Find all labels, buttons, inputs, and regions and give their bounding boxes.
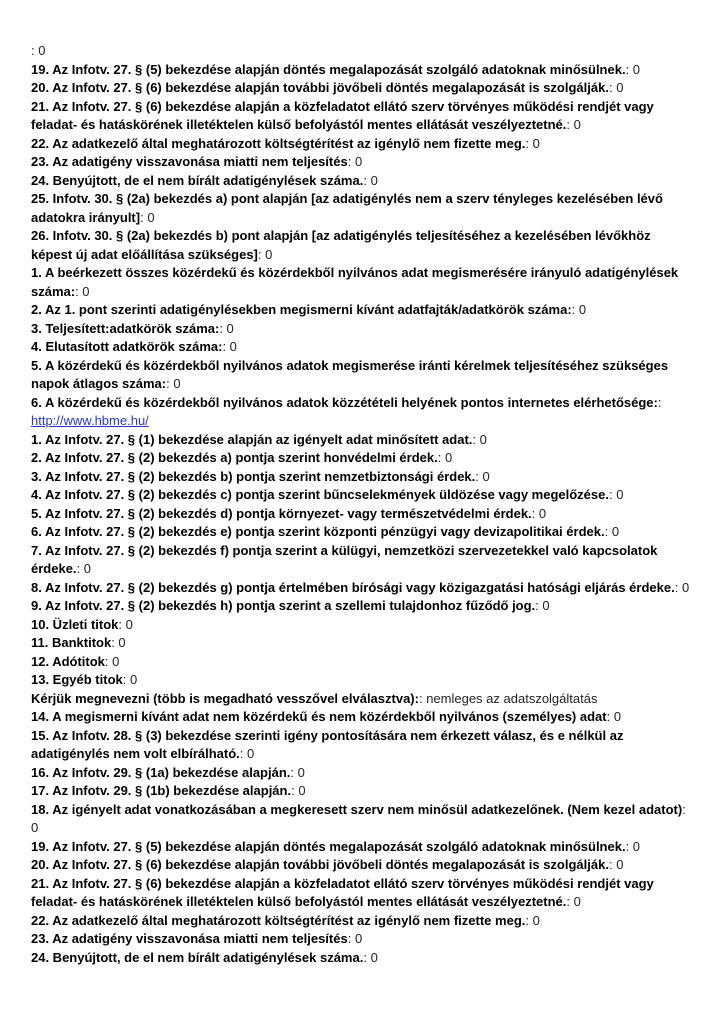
item-label: 2. Az 1. pont szerinti adatigénylésekben megismerni kívánt adatfajták/adatkörök száma: xyxy=(31,302,572,317)
report-item xyxy=(31,227,695,264)
item-value: : 0 xyxy=(290,764,305,780)
item-label: 5. Az Infotv. 27. § (2) bekezdés d) pontja környezet- vagy természetvédelmi érdek. xyxy=(31,505,532,521)
item-label: 21. Az Infotv. 27. § (6) bekezdése alapján a közfeladatot ellátó szerv törvényes működési rendjét vagy feladat- és hatáskörének illetéktelen külső befolyástól mentes ellátását veszélyeztetné. xyxy=(31,98,654,132)
report-body xyxy=(31,42,695,967)
item-value: : 0 xyxy=(606,709,622,724)
report-item xyxy=(31,708,695,727)
report-item xyxy=(31,320,695,339)
item-label: 22. Az adatkezelő által meghatározott költségtérítést az igénylő nem fizette meg. xyxy=(31,912,526,928)
item-label: 18. Az igényelt adat vonatkozásában a megkeresett szerv nem minősül adatkezelőnek. (Nem kezel adatot) xyxy=(31,801,683,817)
report-item xyxy=(31,801,695,838)
item-label: 7. Az Infotv. 27. § (2) bekezdés f) pontja szerint a külügyi, nemzetközi szervezetekkel való kapcsolatok érdeke. xyxy=(31,542,658,576)
item-label: 20. Az Infotv. 27. § (6) bekezdése alapján további jövőbeli döntés megalapozását is szolgálják. xyxy=(31,80,609,95)
item-value: : 0 xyxy=(347,154,363,169)
item-label: 23. Az adatigény visszavonása miatti nem teljesítés xyxy=(31,931,348,946)
report-item xyxy=(31,486,695,505)
item-label: 11. Banktitok xyxy=(31,635,112,650)
item-value: : 0 xyxy=(31,801,686,835)
item-value: : 0 xyxy=(535,598,550,613)
report-item xyxy=(31,338,695,357)
report-item xyxy=(31,394,695,431)
item-value: : 0 xyxy=(291,783,306,798)
item-label: 26. Infotv. 30. § (2a) bekezdés b) pont alapján [az adatigénylés teljesítéséhez a kezelésében lévőkhöz képest új adat előállítása szükséges] xyxy=(31,228,651,262)
item-label: 25. Infotv. 30. § (2a) bekezdés a) pont alapján [az adatigénylés nem a szerv tényleges kezelésében lévő adatokra irányult] xyxy=(31,191,663,225)
report-item xyxy=(31,79,695,98)
item-label: 20. Az Infotv. 27. § (6) bekezdése alapján további jövőbeli döntés megalapozását is szolgálják. xyxy=(31,857,609,872)
report-item xyxy=(31,838,695,857)
report-item xyxy=(31,172,695,191)
item-label: 3. Az Infotv. 27. § (2) bekezdés b) pontja szerint nemzetbiztonsági érdek. xyxy=(31,468,476,484)
item-value: : 0 xyxy=(674,579,690,595)
item-label: 4. Az Infotv. 27. § (2) bekezdés c) pontja szerint bűncselekmények üldözése vagy megelőzése. xyxy=(31,487,609,502)
item-label: 10. Üzleti titok xyxy=(31,616,119,632)
report-item xyxy=(31,357,695,394)
item-value: : 0 xyxy=(525,912,540,928)
item-label: 8. Az Infotv. 27. § (2) bekezdés g) pontja értelmében bírósági vagy közigazgatási hatósági eljárás érdeke. xyxy=(31,579,675,595)
item-value: : 0 xyxy=(118,616,133,632)
report-item xyxy=(31,135,695,154)
item-label: 5. A közérdekű és közérdekből nyilvános adatok megismerése iránti kérelmek teljesítéséhez szükséges napok átlagos száma: xyxy=(31,357,669,391)
report-item xyxy=(31,930,695,949)
report-item xyxy=(31,616,695,635)
item-label: 19. Az Infotv. 27. § (5) bekezdése alapján döntés megalapozását szolgáló adatoknak minősülnek. xyxy=(31,838,626,854)
item-label: 9. Az Infotv. 27. § (2) bekezdés h) pontja szerint a szellemi tulajdonhoz fűződő jog. xyxy=(31,598,536,613)
report-item xyxy=(31,653,695,672)
item-value: : 0 xyxy=(475,468,490,484)
item-value: : xyxy=(657,394,662,410)
item-label: 23. Az adatigény visszavonása miatti nem teljesítés xyxy=(31,154,348,169)
report-item xyxy=(31,468,695,487)
report-item xyxy=(31,949,695,968)
item-label: 6. A közérdekű és közérdekből nyilvános adatok közzétételi helyének pontos internetes elérhetősége: xyxy=(31,394,658,410)
item-label: 14. A megismerni kívánt adat nem közérdekű és nem közérdekből nyilvános (személyes) adat xyxy=(31,709,607,724)
item-value: : 0 xyxy=(122,672,138,687)
item-label: 21. Az Infotv. 27. § (6) bekezdése alapján a közfeladatot ellátó szerv törvényes működési rendjét vagy feladat- és hatáskörének illetéktelen külső befolyástól mentes ellátását veszélyeztetné. xyxy=(31,875,654,909)
report-item xyxy=(31,782,695,801)
report-item xyxy=(31,542,695,579)
item-value: : 0 xyxy=(222,339,237,354)
item-value: : 0 xyxy=(604,524,620,539)
report-item xyxy=(31,875,695,912)
report-item xyxy=(31,449,695,468)
item-label: 19. Az Infotv. 27. § (5) bekezdése alapján döntés megalapozását szolgáló adatoknak minősülnek. xyxy=(31,61,626,77)
item-value: : 0 xyxy=(625,61,641,77)
item-label: 1. Az Infotv. 27. § (1) bekezdése alapján az igényelt adat minősített adat. xyxy=(31,431,473,447)
report-item xyxy=(31,42,695,61)
item-label: 13. Egyéb titok xyxy=(31,672,123,687)
report-item xyxy=(31,597,695,616)
report-item xyxy=(31,190,695,227)
report-item xyxy=(31,727,695,764)
report-item xyxy=(31,764,695,783)
item-label: 24. Benyújtott, de el nem bírált adatigénylések száma. xyxy=(31,172,364,188)
item-value: : 0 xyxy=(31,43,46,58)
item-value: : 0 xyxy=(608,487,624,502)
report-item xyxy=(31,690,695,709)
item-label: 12. Adótitok xyxy=(31,653,105,669)
item-value: : 0 xyxy=(566,894,581,909)
item-value: : 0 xyxy=(363,172,378,188)
report-item xyxy=(31,505,695,524)
item-label: 1. A beérkezett összes közérdekű és közérdekből nyilvános adat megismerésére irányuló adatigénylések száma: xyxy=(31,265,679,299)
item-label: 3. Teljesített:adatkörök száma: xyxy=(31,320,220,336)
item-value: : 0 xyxy=(104,653,120,669)
item-value: : 0 xyxy=(608,857,624,872)
report-item xyxy=(31,301,695,320)
item-value: : 0 xyxy=(166,376,181,391)
item-value: : 0 xyxy=(219,320,234,336)
item-label: 15. Az Infotv. 28. § (3) bekezdése szerinti igény pontosítására nem érkezett válasz, és e nélkül az adatigénylés nem volt elbírálható. xyxy=(31,727,624,761)
item-value: : 0 xyxy=(239,746,255,761)
report-item xyxy=(31,634,695,653)
item-value: : 0 xyxy=(140,209,155,225)
item-label: 2. Az Infotv. 27. § (2) bekezdés a) pontja szerint honvédelmi érdek. xyxy=(31,450,438,465)
item-value: : 0 xyxy=(472,431,487,447)
item-value: : 0 xyxy=(111,635,126,650)
item-value: : 0 xyxy=(566,117,581,132)
report-item xyxy=(31,264,695,301)
item-value: : 0 xyxy=(76,561,92,576)
item-value: : 0 xyxy=(257,246,273,262)
report-item xyxy=(31,153,695,172)
report-item xyxy=(31,98,695,135)
item-value: : 0 xyxy=(75,283,90,299)
item-value: : 0 xyxy=(608,80,624,95)
item-label: 6. Az Infotv. 27. § (2) bekezdés e) pontja szerint központi pénzügyi vagy devizapolitikai érdek. xyxy=(31,524,605,539)
item-label: 22. Az adatkezelő által meghatározott költségtérítést az igénylő nem fizette meg. xyxy=(31,135,526,151)
report-item xyxy=(31,671,695,690)
item-value: : 0 xyxy=(525,135,540,151)
item-value: : nemleges az adatszolgáltatás xyxy=(418,690,598,706)
item-value: : 0 xyxy=(531,505,547,521)
report-item xyxy=(31,912,695,931)
item-value: : 0 xyxy=(625,838,641,854)
report-item xyxy=(31,431,695,450)
item-value: : 0 xyxy=(437,450,453,465)
report-item xyxy=(31,856,695,875)
item-label: 4. Elutasított adatkörök száma: xyxy=(31,339,223,354)
report-item xyxy=(31,523,695,542)
item-label: 17. Az Infotv. 29. § (1b) bekezdése alapján. xyxy=(31,783,292,798)
item-label: 24. Benyújtott, de el nem bírált adatigénylések száma. xyxy=(31,949,364,965)
item-value: : 0 xyxy=(571,302,587,317)
item-label: Kérjük megnevezni (több is megadható vesszővel elválasztva): xyxy=(31,690,419,706)
report-item xyxy=(31,579,695,598)
item-value: : 0 xyxy=(363,949,378,965)
website-link[interactable]: http://www.hbme.hu/ xyxy=(31,413,149,428)
item-label: 16. Az Infotv. 29. § (1a) bekezdése alapján. xyxy=(31,764,291,780)
report-item xyxy=(31,61,695,80)
item-value: : 0 xyxy=(347,931,363,946)
